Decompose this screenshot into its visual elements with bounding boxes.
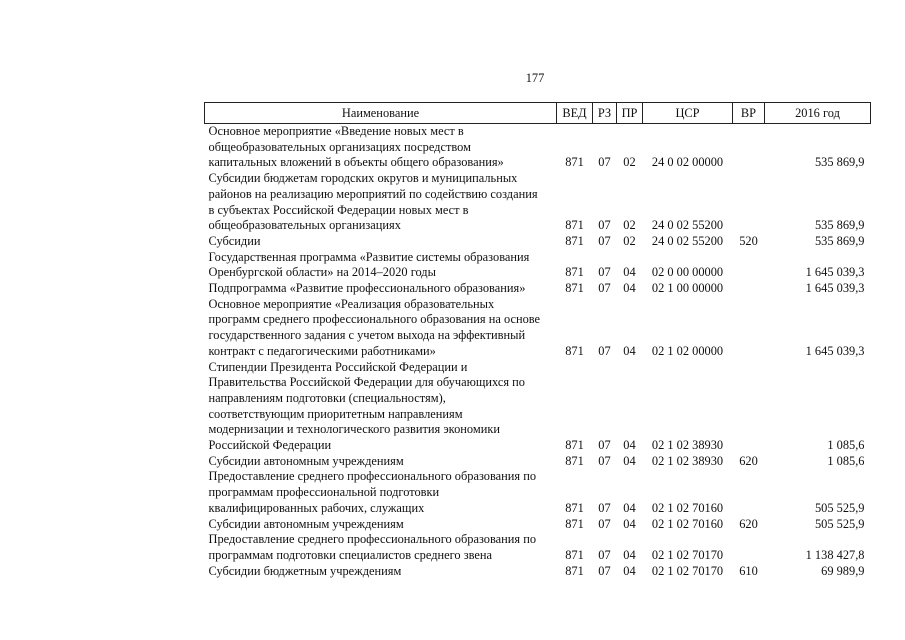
row-name-line: общеобразовательных организациях посредством	[208, 139, 471, 154]
row-sum: 69 989,9	[821, 563, 865, 578]
row-vr: 520	[739, 233, 758, 248]
row-vr	[733, 297, 765, 360]
row-vr: 620	[739, 516, 758, 531]
row-name-line: Субсидии бюджетам городских округов и муниципальных	[208, 171, 518, 186]
table-row	[205, 360, 871, 454]
row-name-line: государственного задания с учетом выхода на эффективный	[208, 328, 526, 343]
row-vr: 610	[739, 563, 758, 578]
row-name-line: общеобразовательных организациях	[208, 218, 401, 233]
header-vr: ВР	[733, 103, 765, 124]
row-name-line: Субсидии бюджетным учреждениям	[208, 563, 402, 578]
row-name-line: районов на реализацию мероприятий по содействию создания	[208, 186, 538, 201]
table-row	[205, 532, 871, 563]
row-csr: 02 1 00 00000	[651, 281, 724, 296]
row-name	[205, 532, 557, 563]
row-csr: 02 1 02 38930	[651, 453, 724, 468]
table-row	[205, 517, 871, 533]
row-name	[205, 517, 557, 533]
row-name-line: Субсидии автономным учреждениям	[208, 516, 404, 531]
row-name-line: Государственная программа «Развитие системы образования	[208, 249, 530, 264]
row-name	[205, 250, 557, 281]
row-name	[205, 297, 557, 360]
row-csr: 02 1 02 38930	[651, 438, 724, 453]
table-row	[205, 297, 871, 360]
row-name	[205, 171, 557, 234]
table-row	[205, 234, 871, 250]
table-row	[205, 454, 871, 470]
row-ved: 871	[565, 155, 584, 170]
row-pr: 02	[623, 155, 636, 170]
row-name-line: программ среднего профессионального образования на основе	[208, 312, 541, 327]
table-row	[205, 564, 871, 580]
row-sum: 505 525,9	[814, 500, 865, 515]
row-name-line: программам подготовки специалистов среднего звена	[208, 547, 493, 562]
row-pr: 04	[623, 563, 636, 578]
row-name	[205, 454, 557, 470]
row-ved: 871	[565, 281, 584, 296]
row-sum: 1 645 039,3	[805, 265, 865, 280]
row-name	[205, 124, 557, 172]
row-name-line: соответствующим приоритетным направлениям	[208, 406, 463, 421]
row-pr: 04	[623, 453, 636, 468]
row-pr: 04	[623, 516, 636, 531]
row-ved: 871	[565, 265, 584, 280]
row-rz: 07	[598, 516, 611, 531]
row-name-line: направлениям подготовки (специальностям),	[208, 390, 446, 405]
row-sum: 1 138 427,8	[805, 547, 865, 562]
row-name-line: Субсидии	[208, 233, 261, 248]
row-ved: 871	[565, 516, 584, 531]
row-pr: 04	[623, 547, 636, 562]
row-csr: 02 1 02 70160	[651, 516, 724, 531]
row-name-line: Основное мероприятие «Введение новых мест в	[208, 124, 464, 138]
row-sum: 505 525,9	[814, 516, 865, 531]
row-ved: 871	[565, 563, 584, 578]
row-csr: 02 0 00 00000	[651, 265, 724, 280]
row-name	[205, 469, 557, 516]
row-rz: 07	[598, 155, 611, 170]
row-sum: 1 085,6	[827, 453, 865, 468]
header-sum: 2016 год	[765, 103, 871, 124]
row-ved: 871	[565, 453, 584, 468]
header-csr: ЦСР	[643, 103, 733, 124]
row-name-line: программам профессиональной подготовки	[208, 485, 440, 500]
row-sum: 1 085,6	[827, 438, 865, 453]
row-ved: 871	[565, 500, 584, 515]
row-rz: 07	[598, 233, 611, 248]
row-rz: 07	[598, 438, 611, 453]
row-sum: 535 869,9	[814, 155, 865, 170]
row-ved: 871	[565, 547, 584, 562]
row-pr: 04	[623, 343, 636, 358]
table-row	[205, 469, 871, 516]
row-rz: 07	[598, 563, 611, 578]
table-row	[205, 171, 871, 234]
row-ved: 871	[565, 343, 584, 358]
budget-table	[204, 102, 871, 579]
header-row	[205, 103, 871, 124]
row-name-line: модернизации и технологического развития экономики	[208, 422, 500, 437]
table-row	[205, 250, 871, 281]
header-pr: ПР	[617, 103, 643, 124]
row-name	[205, 360, 557, 454]
row-rz: 07	[598, 281, 611, 296]
row-vr	[733, 360, 765, 454]
row-vr	[733, 124, 765, 172]
row-name-line: Стипендии Президента Российской Федерации и	[208, 359, 468, 374]
row-vr	[733, 469, 765, 516]
row-csr: 02 1 02 70160	[651, 500, 724, 515]
row-ved: 871	[565, 438, 584, 453]
header-name: Наименование	[205, 103, 557, 124]
row-name-line: Российской Федерации	[208, 438, 332, 453]
row-name-line: в субъектах Российской Федерации новых мест в	[208, 202, 469, 217]
table-body	[205, 124, 871, 580]
row-rz: 07	[598, 453, 611, 468]
row-pr: 04	[623, 438, 636, 453]
row-name-line: квалифицированных рабочих, служащих	[208, 500, 425, 515]
row-csr: 02 1 02 70170	[651, 547, 724, 562]
row-csr: 02 1 02 70170	[651, 563, 724, 578]
row-vr	[733, 171, 765, 234]
row-sum: 1 645 039,3	[805, 343, 865, 358]
row-vr	[733, 532, 765, 563]
page-number: 177	[525, 71, 545, 85]
row-rz: 07	[598, 547, 611, 562]
row-vr: 620	[739, 453, 758, 468]
row-name	[205, 281, 557, 297]
table-row	[205, 281, 871, 297]
row-name-line: Правительства Российской Федерации для обучающихся по	[208, 375, 525, 390]
row-name-line: Оренбургской области» на 2014–2020 годы	[208, 265, 436, 280]
row-csr: 24 0 02 55200	[651, 218, 724, 233]
row-name-line: Субсидии автономным учреждениям	[208, 453, 404, 468]
row-name	[205, 234, 557, 250]
header-rz: РЗ	[593, 103, 617, 124]
row-name-line: Подпрограмма «Развитие профессионального образования»	[208, 281, 526, 296]
header-ved: ВЕД	[557, 103, 593, 124]
row-name-line: капитальных вложений в объекты общего образования»	[208, 155, 504, 170]
row-pr: 04	[623, 281, 636, 296]
row-vr	[733, 281, 765, 297]
row-vr	[733, 250, 765, 281]
row-csr: 24 0 02 00000	[651, 155, 724, 170]
row-csr: 02 1 02 00000	[651, 343, 724, 358]
row-rz: 07	[598, 500, 611, 515]
row-rz: 07	[598, 343, 611, 358]
row-pr: 02	[623, 218, 636, 233]
row-rz: 07	[598, 218, 611, 233]
row-rz: 07	[598, 265, 611, 280]
table-header	[205, 103, 871, 124]
row-name-line: Предоставление среднего профессионального образования по	[208, 532, 537, 547]
row-sum: 535 869,9	[814, 218, 865, 233]
row-name-line: Основное мероприятие «Реализация образовательных	[208, 296, 495, 311]
row-pr: 04	[623, 265, 636, 280]
table-row	[205, 124, 871, 172]
row-ved: 871	[565, 218, 584, 233]
row-name-line: Предоставление среднего профессионального образования по	[208, 469, 537, 484]
row-csr: 24 0 02 55200	[651, 233, 724, 248]
row-name-line: контракт с педагогическими работниками»	[208, 343, 436, 358]
row-pr: 02	[623, 233, 636, 248]
row-ved: 871	[565, 233, 584, 248]
row-sum: 1 645 039,3	[805, 281, 865, 296]
row-sum: 535 869,9	[814, 233, 865, 248]
row-pr: 04	[623, 500, 636, 515]
row-name	[205, 564, 557, 580]
